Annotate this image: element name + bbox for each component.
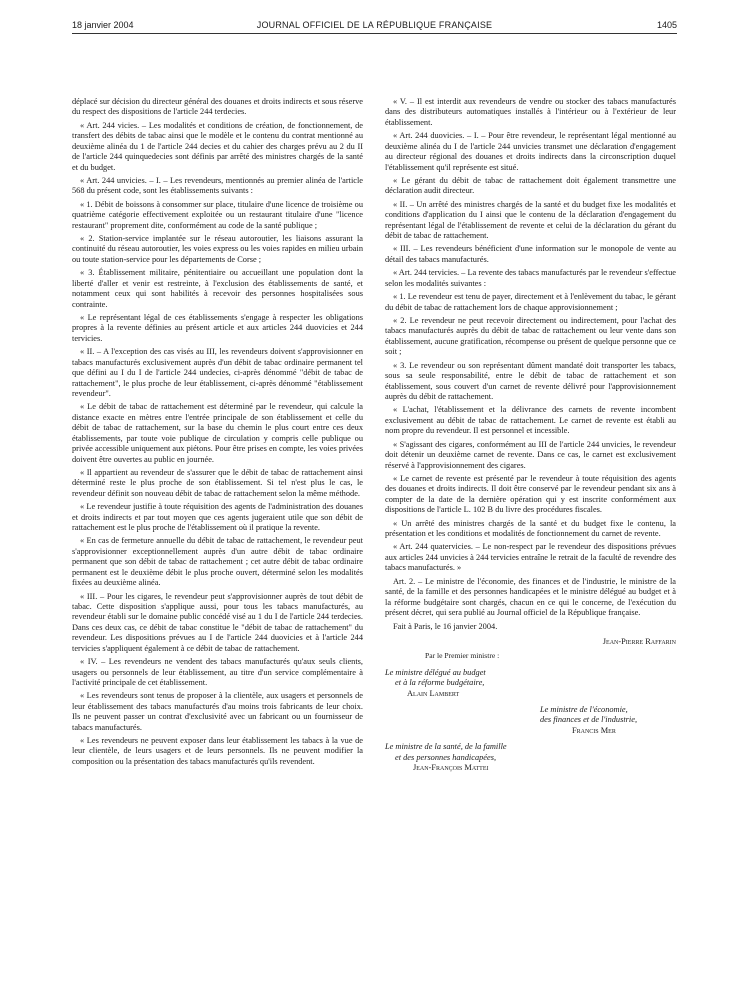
minister-title-line: Le ministre de l'économie, [540, 704, 628, 714]
paragraph: « V. – Il est interdit aux revendeurs de vendre ou stocker des tabacs manufacturés dans des distributeurs automatiques installés à l'intérieur ou à l'extérieur de leur établissement. [385, 97, 676, 127]
paragraph: « 3. Le revendeur ou son représentant dûment mandaté doit transporter les tabacs, sous sa seule responsabilité, entre le débit de tabac de rattachement et son établissement, sous couvert d'un carnet de revente délivré pour l'approvisionnement auprès du débit de rattachement. [385, 360, 676, 401]
paragraph: « 3. Établissement militaire, pénitentiaire ou accueillant une population dont la liberté d'aller et venir est restreinte, à l'exclusion des établissements de santé, et notamment ceux qui sont habilités à recevoir des personnes hospitalisées sous contrainte. [72, 268, 363, 309]
minister-title-line: Le ministre de la santé, de la famille [385, 742, 507, 752]
signature-block-health [385, 742, 676, 773]
paragraph: « Le revendeur justifie à toute réquisition des agents de l'administration des douanes et droits indirects et par tout moyen que ces agents jugeraient utile que son débit de rattachement est le plus proche de l'établissement où il pratique la revente. [72, 502, 363, 533]
article-2-paragraph: Art. 2. – Le ministre de l'économie, des finances et de l'industrie, le ministre de la santé, de la famille et des personnes handicapées et le ministre délégué au budget et à la réforme budgétaire sont chargés, chacun en ce qui le concerne, de l'exécution du présent décret, qui sera publié au Journal officiel de la République française. [385, 576, 676, 617]
minister-title-line: et à la réforme budgétaire, [395, 678, 485, 688]
signature-block-budget [385, 668, 676, 699]
minister-title-line: et des personnes handicapées, [395, 752, 497, 762]
minister-name: Alain Lambert [407, 688, 460, 698]
paragraph: « III. – Les revendeurs bénéficient d'une information sur le monopole de vente au détail des tabacs manufacturés. [385, 244, 676, 264]
prime-minister-signature: Jean-Pierre Raffarin [602, 636, 676, 646]
paragraph: « L'achat, l'établissement et la délivrance des carnets de revente incombent exclusivement au débit de tabac de rattachement. Le carnet de revente est établi au nom propre du revendeur. Il est personnel et incessible. [385, 405, 676, 436]
signing-date: Fait à Paris, le 16 janvier 2004. [393, 622, 498, 632]
paragraph: « II. – A l'exception des cas visés au III, les revendeurs doivent s'approvisionner en tabacs manufacturés exclusivement auprès d'un débit de tabac ordinaire permanent tel que défini au I du I de l'article 244 undecies, ci-après dénommé "débit de tabac de rattachement", le plus proche de leur établissement, ci-après dénommé "établissement revendeur". [72, 347, 363, 398]
paragraph: « Il appartient au revendeur de s'assurer que le débit de tabac de rattachement ainsi déterminé reste le plus proche de son établissement. Si tel n'est plus le cas, le revendeur définit son nouveau débit de tabac de rattachement selon la même méthode. [72, 467, 363, 498]
paragraph: « III. – Pour les cigares, le revendeur peut s'approvisionner auprès de tout débit de tabac. Cette disposition s'applique aussi, pour tous les tabacs manufacturés, au revendeur établi sur le domaine public concédé visé au 1 du I de l'article 244 terdecies. Dans ces deux cas, ce débit de tabac constitue le "débit de tabac de rattachement" du revendeur. Les dispositions prévues au I de l'article 244 duovicies et à l'article 244 tervicies s'appliquent également à ce débit de tabac de rattachement. [72, 591, 363, 653]
signature-block-economy [540, 705, 676, 736]
paragraph: « 1. Débit de boissons à consommer sur place, titulaire d'une licence de troisième ou quatrième catégorie effectivement exploitée ou un restaurant titulaire d'une "licence restaurant" proprement dite, conformément au code de la santé publique ; [72, 199, 363, 230]
paragraph: « 1. Le revendeur est tenu de payer, directement et à l'enlèvement du tabac, le gérant du débit de tabac de rattachement lors de chaque approvisionnement ; [385, 292, 676, 312]
paragraph: « Les revendeurs ne peuvent exposer dans leur établissement les tabacs à la vue de leur clientèle, de leurs usagers et de leurs personnels. Ils ne peuvent modifier la composition ou la présentation des tabacs manufacturés qu'ils revendent. [72, 736, 363, 766]
paragraph: « Art. 244 quatervicies. – Le non-respect par le revendeur des dispositions prévues aux articles 244 unvicies à 244 tervicies entraîne le retrait de la faculté de revendre des tabacs manufacturés. » [385, 542, 676, 573]
paragraph: « Le représentant légal de ces établissements s'engage à respecter les obligations propres à la revente définies au présent article et aux articles 244 duovicies et 244 tervicies. [72, 313, 363, 343]
paragraph: « En cas de fermeture annuelle du débit de tabac de rattachement, le revendeur peut s'approvisionner exceptionnellement auprès d'un autre débit de tabac ordinaire permanent que son débit de tabac de rattachement ; cet autre débit de tabac ordinaire permanent est le deuxième débit le plus proche ouvert, déterminé selon les modalités fixées au deuxième alinéa. [72, 536, 363, 588]
minister-name: Francis Mer [572, 725, 616, 735]
minister-title-line: Le ministre délégué au budget [385, 667, 486, 677]
paragraph: « Art. 244 vicies. – Les modalités et conditions de création, de fonctionnement, de transfert des débits de tabac ainsi que le modèle et le contenu du contrat mentionné au deuxième alinéa du 1 de l'article 244 decies et du cahier des charges prévu au 2 du II de l'article 244 quinquedecies sont définis par arrêté des ministres chargés de la santé et du budget. [72, 120, 363, 172]
right-column [385, 97, 676, 779]
paragraph: « Le débit de tabac de rattachement est déterminé par le revendeur, qui calcule la distance exacte en mètres entre l'entrée principale de son établissement et celle du débit de tabac de rattachement, sur la base du chemin le plus court entre ces deux établissements, par toute voie publique de circulation y compris celle publique ou privée accessible uniquement aux piétons. Pour être prises en compte, les voies privées doivent être ouvertes au public en journée. [72, 402, 363, 464]
header-date: 18 janvier 2004 [72, 20, 134, 30]
paragraph: « II. – Un arrêté des ministres chargés de la santé et du budget fixe les modalités et conditions d'application du I ainsi que le contenu de la déclaration d'engagement du représentant légal de l'établissement de revente et celui de la déclaration du gérant du débit de tabac de rattachement. [385, 199, 676, 241]
minister-name: Jean-François Mattei [413, 763, 489, 773]
paragraph: « 2. Station-service implantée sur le réseau autoroutier, les liaisons assurant la continuité du réseau autoroutier, les voies express ou les voies rapides en milieu urbain ou toute station-service pour les départements de Corse ; [72, 234, 363, 264]
paragraph: « Art. 244 tervicies. – La revente des tabacs manufacturés par le revendeur s'effectue selon les modalités suivantes : [385, 268, 676, 288]
minister-title-line: des finances et de l'industrie, [540, 715, 638, 725]
paragraph: « Le gérant du débit de tabac de rattachement doit également transmettre une déclaration audit directeur. [385, 175, 676, 196]
paragraph: « Art. 244 unvicies. – I. – Les revendeurs, mentionnés au premier alinéa de l'article 568 du présent code, sont les établissements suivants : [72, 175, 363, 196]
paragraph: « 2. Le revendeur ne peut recevoir directement ou indirectement, pour l'achat des tabacs manufacturés auprès du débit de tabac de rattachement ou leur vente dans son établissement, aucune gratification, récompense ou présent de quelque personne que ce soit ; [385, 316, 676, 357]
left-column [72, 97, 363, 770]
paragraph: « Les revendeurs sont tenus de proposer à la clientèle, aux usagers et personnels de leur établissement des tabacs manufacturés d'au moins trois fabricants de leur choix. Ils ne peuvent passer un contrat d'exclusivité avec un fabricant ou un fournisseur de tabacs manufacturés. [72, 691, 363, 732]
paragraph: « Art. 244 duovicies. – I. – Pour être revendeur, le représentant légal mentionné au deuxième alinéa du I de l'article 244 unvicies transmet une déclaration d'engagement au directeur régional des douanes et droits indirects dans la circonscription duquel l'établissement qu'il représente est situé. [385, 131, 676, 172]
paragraph: « IV. – Les revendeurs ne vendent des tabacs manufacturés qu'aux seuls clients, usagers ou personnels de leur établissement, au titre d'un service complémentaire à l'activité principale de cet établissement. [72, 657, 363, 687]
paragraph: « Un arrêté des ministres chargés de la santé et du budget fixe le contenu, la présentation et les conditions et modalités de fonctionnement du carnet de revente. [385, 518, 676, 539]
paragraph: « Le carnet de revente est présenté par le revendeur à toute réquisition des agents des douanes et droits indirects. Il doit être conservé par le revendeur pendant six ans à compter de la date de la dernière opération qui y est inscrite conformément aux dispositions de l'article L. 102 B du livre des procédures fiscales. [385, 473, 676, 515]
by-prime-minister-line: Par le Premier ministre : [425, 651, 500, 661]
paragraph: déplacé sur décision du directeur général des douanes et droits indirects et sous réserve du respect des dispositions de l'article 244 terdecies. [72, 97, 363, 117]
journal-title: JOURNAL OFFICIEL DE LA RÉPUBLIQUE FRANÇAISE [256, 20, 493, 30]
page-number: 1405 [656, 20, 677, 30]
paragraph: « S'agissant des cigares, conformément au III de l'article 244 unvicies, le revendeur doit détenir un deuxième carnet de revente. Dans ce cas, le carnet est exclusivement réservé à l'approvisionnement des cigares. [385, 439, 676, 470]
header-rule [72, 33, 677, 34]
